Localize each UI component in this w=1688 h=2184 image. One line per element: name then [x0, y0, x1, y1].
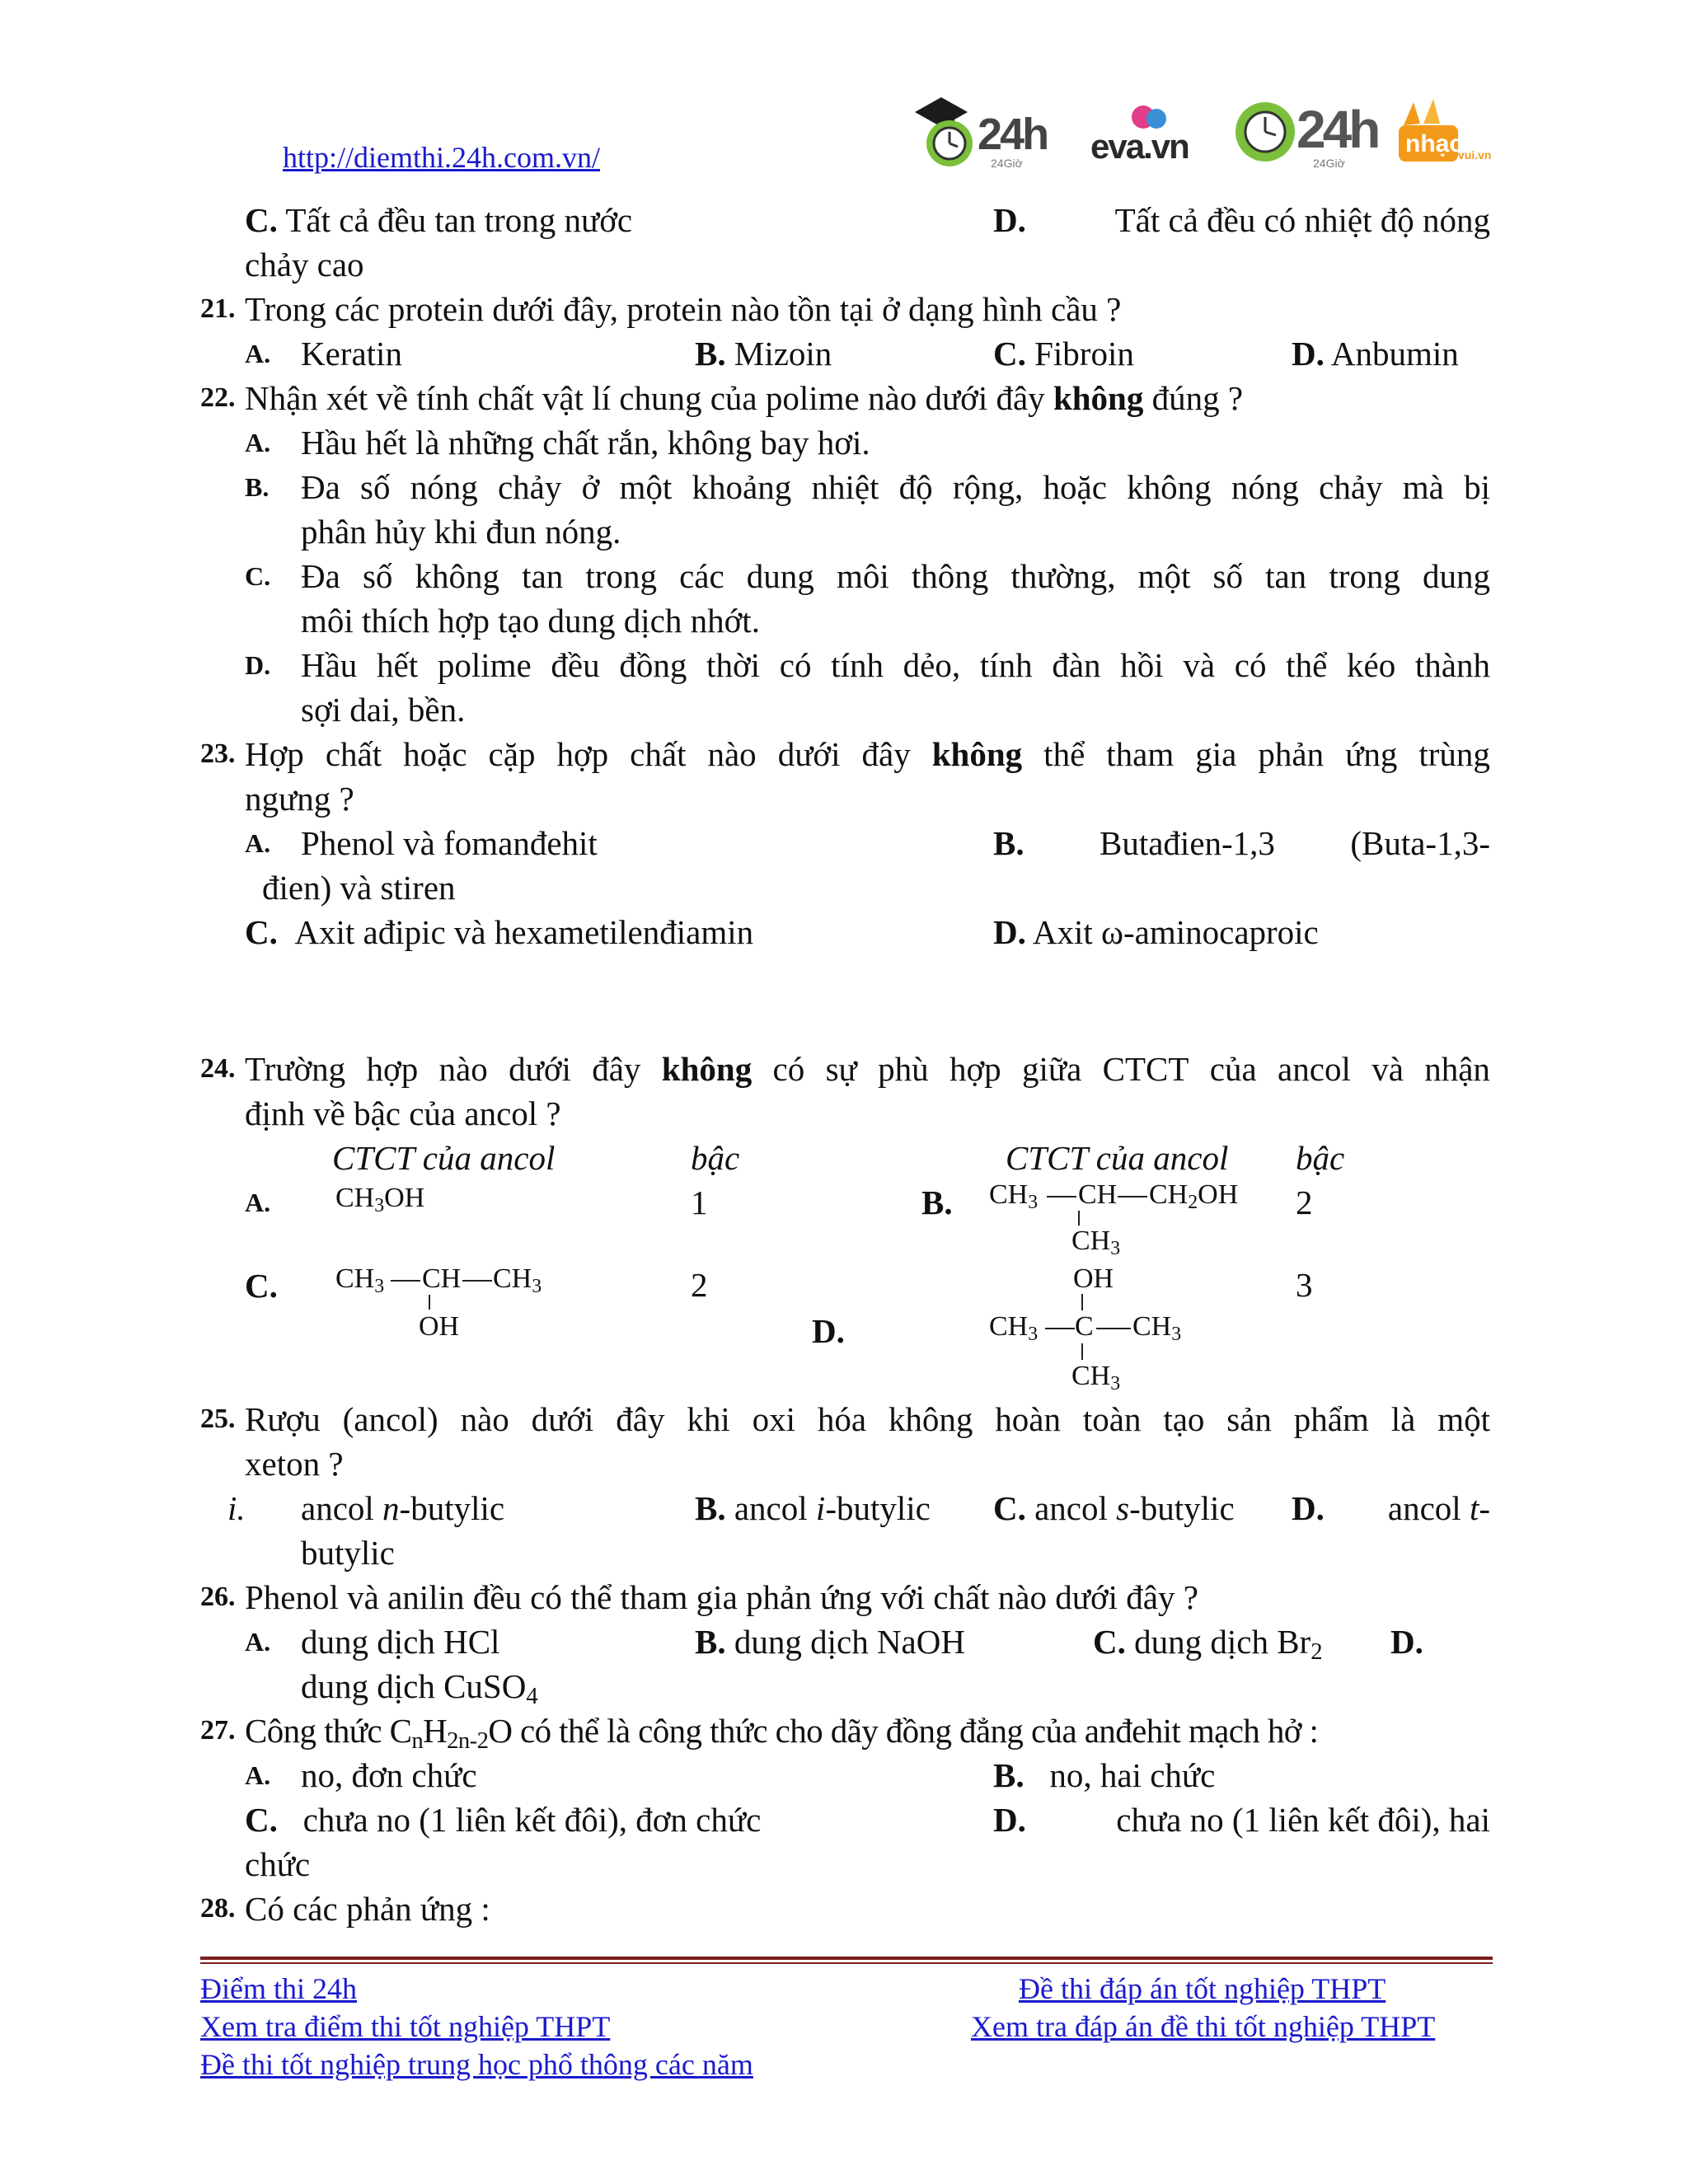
partner-logos: [913, 92, 1498, 175]
option-c: C. chưa no (1 liên kết đôi), đơn chức: [245, 1801, 762, 1839]
option-text-cont: sợi dai, bền.: [301, 691, 466, 729]
option-d: D. ancol t-: [1292, 1489, 1490, 1527]
question-number: 23.: [200, 738, 236, 769]
question-text: Công thức $C_nH_{2n-2}O$ có thể là công thức cho dãy đồng đẳng của anđehit mạch hở :: [245, 1712, 1319, 1755]
clock-24h-logo-2-icon[interactable]: [1231, 92, 1378, 175]
logo-nhac-sub: vui.vn: [1458, 148, 1492, 162]
question-number: 28.: [200, 1893, 236, 1924]
option-d-cont: butylic: [301, 1534, 395, 1572]
option-d: D. Axit ω-aminocaproic: [993, 913, 1319, 951]
option-d: D. Anbumin: [1292, 335, 1459, 373]
footer-divider-thin: [200, 1962, 1493, 1964]
question-text: Hợp chất hoặc cặp hợp chất nào dưới đây không thể tham gia phản ứng trùng: [245, 735, 1490, 773]
question-number: 26.: [200, 1582, 236, 1612]
option-b: B. ancol i-butylic: [695, 1489, 931, 1527]
clock-24h-logo-icon[interactable]: [913, 92, 1048, 175]
question-text: Nhận xét về tính chất vật lí chung của polime nào dưới đây không đúng ?: [245, 379, 1244, 417]
question-number: 27.: [200, 1715, 236, 1746]
option-label: D.: [1390, 1623, 1423, 1661]
bac-value: 1: [691, 1183, 708, 1221]
logo-24h-text: 24h: [978, 110, 1048, 159]
column-header-bac-2: bậc: [1296, 1139, 1345, 1177]
footer-link-de-thi-cac-nam[interactable]: Đề thi tốt nghiệp trung học phổ thông các năm: [200, 2048, 753, 2081]
option-text-cont: phân hủy khi đun nóng.: [301, 513, 621, 551]
option-label: D.: [245, 650, 271, 680]
option-text: Đa số không tan trong các dung môi thông thường, một số tan trong dung: [301, 557, 1490, 595]
option-c: C. Fibroin: [993, 335, 1134, 373]
q20-option-d-cont: chảy cao: [245, 246, 364, 284]
q20-option-c: C. Tất cả đều tan trong nước: [245, 201, 633, 239]
option-c: C. ancol s-butylic: [993, 1489, 1235, 1527]
option-text: Đa số nóng chảy ở một khoảng nhiệt độ rộng, hoặc không nóng chảy mà bị: [301, 468, 1490, 506]
question-number: 22.: [200, 382, 236, 413]
option-a: ancol n-butylic: [301, 1489, 505, 1527]
option-c: C. Axit ađipic và hexametilenđiamin: [245, 913, 754, 951]
document-page: http://diemthi.24h.com.vn/ 24h 24Giờ eva.vn 24h 24Giờ nhạc vui.vn C. Tất cả đều tan trong nước D. Tất cả đều có nhiệt độ nóng chảy cao 21. Trong các protein dưới đây, protein nào tồn tại ở dạng hình cầu ? A. Keratin B. Mizoin C. Fibroin D. Anbumin 22. Nhận xét về tính chất vật lí chung của polime nào dưới đây không đúng ? A. Hầu hết là những chất rắn, không bay hơi. B. Đa số nóng chảy ở một khoảng nhiệt độ rộng, hoặc không nóng chảy mà bị phân hủy khi đun nóng. C. Đa số không tan trong các dung môi thông thường, một số tan trong dung môi thích hợp tạo dung dịch nhớt. D. Hầu hết polime đều đồng thời có tính dẻo, tính đàn hồi và có thể kéo thành sợi dai, bền. 23. Hợp chất hoặc cặp hợp chất nào dưới đây không thể tham gia phản ứng trùng ngưng ? A. Phenol và fomanđehit B. Butađien-1,3 (Buta-1,3- đien) và stiren C. Axit ađipic và hexametilenđiamin D. Axit ω-aminocaproic 24. Trường hợp nào dưới đây không có sự phù hợp giữa CTCT của ancol và nhận định về bậc của ancol ? CTCT của ancol bậc CTCT của ancol bậc A. $CH_3OH$ 1 B. $CH_3$ CH $CH_2OH$ $CH_3$ 2 C. $CH_3$ CH $CH_3$ OH 2 D. OH $CH_3$ C $CH_3$ $CH_3$ 3 25. Rượu (ancol) nào dưới đây khi oxi hóa không hoàn toàn tạo sản phẩm là một xeton ? i. ancol n-butylic B. ancol i-butylic C. ancol s-butylic D. ancol t- butylic 26. Phenol và anilin đều có thể tham gia phản ứng với chất nào dưới đây ? A. dung dịch HCl B. dung dịch NaOH C. dung dịch $Br_2$ D. dung dịch CuSO$_4$ 27. Công thức $C_nH_{2n-2}O$ có thể là công thức cho dãy đồng đẳng của anđehit mạch hở : A. no, đơn chức B. no, hai chức C. chưa no (1 liên kết đôi), đơn chức D. chưa no (1 liên kết đôi), hai chức 28. Có các phản ứng : Điểm thi 24h Đề thi đáp án tốt nghiệp THPT Xem tra điểm thi tốt nghiệp THPT Xem tra đáp án đề thi tốt nghiệp THPT Đề thi tốt nghiệp trung học phổ thông các năm: [0, 0, 1688, 2184]
option-b: B. Mizoin: [695, 335, 832, 373]
option-label: B.: [921, 1183, 953, 1221]
option-text: Hầu hết polime đều đồng thời có tính dẻo, tính đàn hồi và có thể kéo thành: [301, 646, 1490, 684]
question-text: Rượu (ancol) nào dưới đây khi oxi hóa không hoàn toàn tạo sản phẩm là một: [245, 1400, 1490, 1438]
option-label: A.: [245, 1627, 271, 1657]
header-url-link[interactable]: http://diemthi.24h.com.vn/: [283, 141, 600, 174]
logo-24h-2-sub: 24Giờ: [1313, 157, 1345, 170]
question-number: 25.: [200, 1404, 236, 1434]
bac-value: 3: [1296, 1266, 1313, 1304]
nhac-logo-icon[interactable]: [1395, 92, 1498, 175]
option-text-cont: môi thích hợp tạo dung dịch nhớt.: [301, 602, 760, 640]
question-text-cont: ngưng ?: [245, 780, 354, 818]
option-label: A.: [245, 1188, 271, 1217]
logo-24h-sub: 24Giờ: [991, 157, 1023, 170]
formula-methanol: $CH_3OH$: [335, 1183, 425, 1216]
question-text: Trường hợp nào dưới đây không có sự phù hợp giữa CTCT của ancol và nhận: [245, 1050, 1490, 1088]
footer-link-diem-thi[interactable]: Điểm thi 24h: [200, 1972, 357, 2005]
question-text: Phenol và anilin đều có thể tham gia phản ứng với chất nào dưới đây ?: [245, 1578, 1198, 1616]
option-label: A.: [245, 1760, 271, 1790]
question-text-cont: xeton ?: [245, 1445, 344, 1483]
option-d-cont: chức: [245, 1845, 311, 1883]
bac-value: 2: [1296, 1183, 1313, 1221]
column-header-ctct-2: CTCT của ancol: [1006, 1139, 1229, 1177]
option-b: B. no, hai chức: [993, 1756, 1216, 1794]
option-label: C.: [245, 561, 271, 591]
option-text: Hầu hết là những chất rắn, không bay hơi.: [301, 424, 870, 462]
logo-24h-2-text: 24h: [1296, 100, 1378, 159]
question-number: 24.: [200, 1053, 236, 1084]
question-text-cont: định về bậc của ancol ?: [245, 1094, 561, 1132]
option-text: Phenol và fomanđehit: [301, 824, 598, 862]
option-label: B.: [245, 472, 270, 502]
option-d-text: dung dịch CuSO$_4$: [301, 1667, 538, 1710]
option-label: A.: [245, 828, 271, 858]
option-label: i.: [227, 1489, 246, 1527]
option-b: B. Butađien-1,3 (Buta-1,3-: [993, 824, 1490, 862]
question-number: 21.: [200, 293, 236, 324]
footer-link-xem-dap-an[interactable]: Xem tra đáp án đề thi tốt nghiệp THPT: [971, 2010, 1436, 2043]
option-text: no, đơn chức: [301, 1756, 477, 1794]
footer-divider: [200, 1957, 1493, 1960]
footer-link-de-thi-dap-an[interactable]: Đề thi đáp án tốt nghiệp THPT: [1019, 1972, 1386, 2005]
option-label: C.: [245, 1267, 278, 1305]
logo-eva-text: eva.vn: [1090, 127, 1189, 166]
question-text: Trong các protein dưới đây, protein nào tồn tại ở dạng hình cầu ?: [245, 290, 1122, 328]
column-header-ctct: CTCT của ancol: [332, 1139, 556, 1177]
option-label: D.: [812, 1312, 845, 1350]
option-d: D. chưa no (1 liên kết đôi), hai: [993, 1801, 1490, 1839]
question-text: Có các phản ứng :: [245, 1890, 490, 1928]
option-label: A.: [245, 428, 271, 457]
option-text: dung dịch HCl: [301, 1623, 500, 1661]
eva-logo-icon[interactable]: [1082, 92, 1214, 175]
option-c: C. dung dịch $Br_2$: [1093, 1623, 1323, 1666]
column-header-bac: bậc: [691, 1139, 740, 1177]
option-b-cont: đien) và stiren: [262, 869, 456, 907]
q20-option-d: D. Tất cả đều có nhiệt độ nóng: [993, 201, 1490, 239]
logo-nhac-text: nhạc: [1405, 130, 1464, 157]
option-label: A.: [245, 339, 271, 368]
option-b: B. dung dịch NaOH: [695, 1623, 965, 1661]
option-text: Keratin: [301, 335, 402, 373]
footer-link-xem-diem[interactable]: Xem tra điểm thi tốt nghiệp THPT: [200, 2010, 611, 2043]
bac-value: 2: [691, 1266, 708, 1304]
